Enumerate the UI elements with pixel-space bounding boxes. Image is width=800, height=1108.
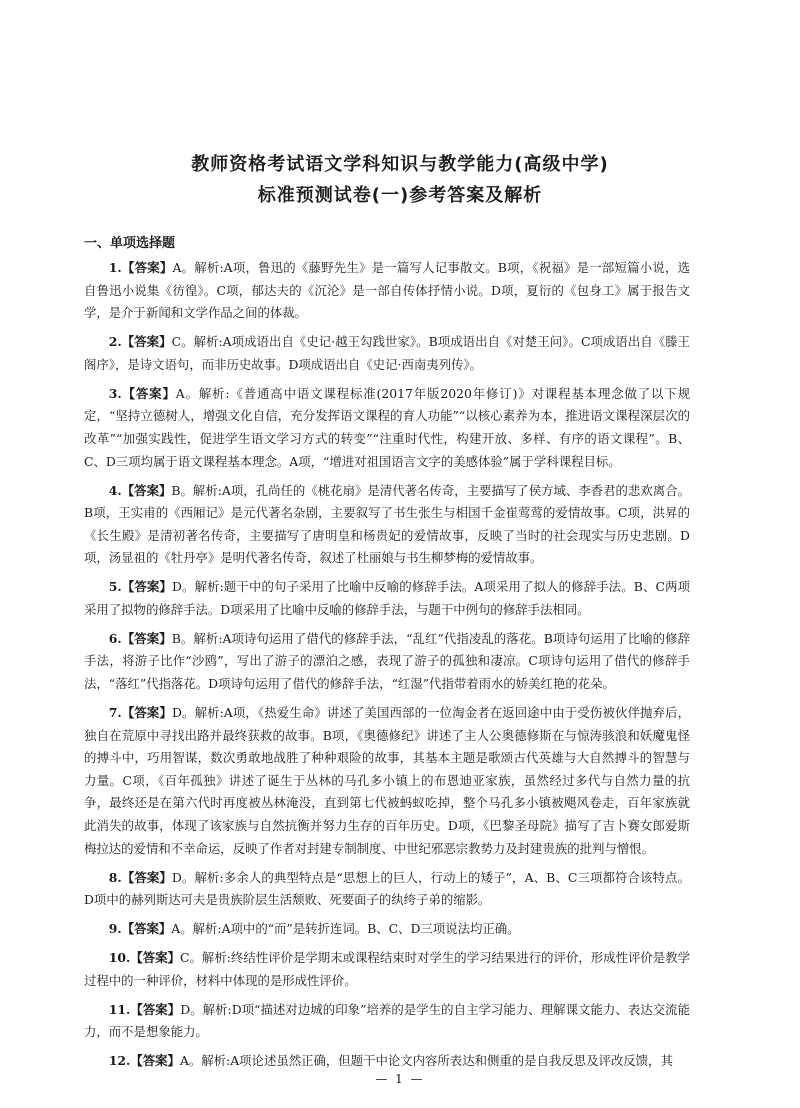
answer-item: 12.【答案】A。解析:A项论述虽然正确，但题干中论文内容所表达和侧重的是自我反思及评改反馈，其: [108, 1053, 673, 1069]
answer-item: 2.【答案】C。解析:A项成语出自《史记·越王勾践世家》。B项成语出自《对楚王问》。C项成语出自《滕王阁序》，是诗文语句，而非历史故事。D项成语出自《史记·西南夷列传》。: [84, 334, 691, 372]
answer-item: 11.【答案】D。解析:D项“描述对边城的印象”培养的是学生的自主学习能力、理解课文能力、表达交流能力，而不是想象能力。: [84, 1001, 691, 1040]
answer-item: 3.【答案】A。解析:《普通高中语文课程标准(2017年版2020年修订)》对课程基本理念做了以下规定，“坚持立德树人，增强文化自信，充分发挥语文课程的育人功能”“以核心素养为本，推进语文课程深层次的改革”“加强实践性，促进学生语文学习方式的转变”“注重时代性，构建开放、多样、有序的语文课程”。B、C、D三项均属于语文课程基本理念。A项，“增进对祖国语言文字的美感体验”属于学科课程目标。: [84, 385, 691, 469]
answer-list: [84, 257, 690, 1079]
answer-item: 4.【答案】B。解析:A项，孔尚任的《桃花扇》是清代著名传奇，主要描写了侯方域、李香君的悲欢离合。B项，王实甫的《西厢记》是元代著名杂剧，主要叙写了书生张生与相国千金崔莺莺的爱情故事。C项，洪昇的《长生殿》是清初著名传奇，主要描写了唐明皇和杨贵妃的爱情故事，反映了当时的社会现实与历史悲剧。D项，汤显祖的《牡丹亭》是明代著名传奇，叙述了杜丽娘与书生柳梦梅的爱情故事。: [84, 482, 690, 566]
answer-item: 5.【答案】D。解析:题干中的句子采用了比喻中反喻的修辞手法。A项采用了拟人的修辞手法。B、C两项采用了拟物的修辞手法。D项采用了比喻中反喻的修辞手法，与题干中例句的修辞手法相同。: [84, 579, 690, 617]
title-line-1: 教师资格考试语文学科知识与教学能力(高级中学): [191, 154, 609, 175]
answer-item: 8.【答案】D。解析:多余人的典型特点是“思想上的巨人，行动上的矮子”，A、B、C三项都符合该特点。D项中的赫列斯达可夫是贵族阶层生活颓败、死要面子的纨绔子弟的缩影。: [84, 869, 691, 908]
section-heading: 一、单项选择题: [84, 236, 176, 251]
answer-item: 6.【答案】B。解析:A项诗句运用了借代的修辞手法，“乱红”代指凌乱的落花。B项诗句运用了比喻的修辞手法，将游子比作“沙鸥”，写出了游子的漂泊之感，表现了游子的孤独和凄凉。C项诗句运用了借代的修辞手法，“落红”代指落花。D项诗句运用了借代的修辞手法，“红湿”代指带着雨水的娇美红艳的花朵。: [84, 630, 690, 692]
answer-item: 7.【答案】D。解析:A项，《热爱生命》讲述了美国西部的一位淘金者在返回途中由于受伤被伙伴抛弃后，独自在荒原中寻找出路并最终获救的故事。B项，《奥德修纪》讲述了主人公奥德修斯在与惊涛骇浪和妖魔鬼怪的搏斗中，巧用智谋，数次勇敢地战胜了种种艰险的故事，其基本主题是歌颂古代英雄与大自然搏斗的智慧与力量。C项，《百年孤独》讲述了诞生于丛林的马孔多小镇上的布恩迪亚家族，虽然经过多代与自然力量的抗争，最终还是在第六代时再度被丛林淹没，直到第七代被蚂蚁吃掉，整个马孔多小镇被飓风卷走，百年家族就此消失的故事，体现了该家族与自然抗衡并努力生存的百年历史。D项，《巴黎圣母院》描写了吉卜赛女郎爱斯梅拉达的爱情和不幸命运，反映了作者对封建专制制度、中世纪邪恶宗教势力及封建贵族的批判与憎恨。: [84, 705, 691, 856]
answer-item: 1.【答案】A。解析:A项，鲁迅的《藤野先生》是一篇写人记事散文。B项，《祝福》是一部短篇小说，选自鲁迅小说集《彷徨》。C项，郁达夫的《沉沦》是一部自传体抒情小说。D项，夏衍的《包身工》属于报告文学，是介于新闻和文学作品之间的体裁。: [84, 260, 690, 321]
answer-item: 9.【答案】A。解析:A项中的“而”是转折连词。B、C、D三项说法均正确。: [108, 921, 520, 937]
answer-item: 10.【答案】C。解析:终结性评价是学期末或课程结束时对学生的学习结果进行的评价，形成性评价是教学过程中的一种评价，材料中体现的是形成性评价。: [84, 950, 691, 988]
page-number: — 1 —: [375, 1072, 425, 1086]
title-line-2: 标准预测试卷(一)参考答案及解析: [257, 185, 543, 206]
